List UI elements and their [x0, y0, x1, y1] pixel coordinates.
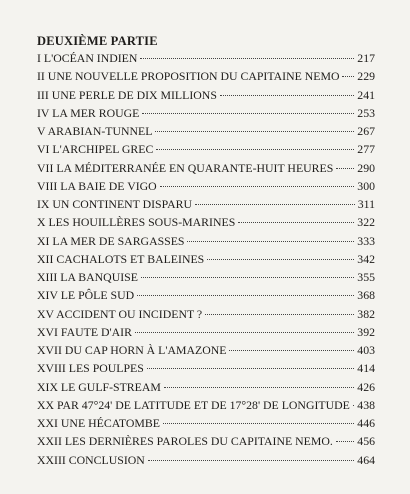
toc-entry-title: IX UN CONTINENT DISPARU [37, 197, 193, 211]
toc-dot-leader [160, 186, 355, 187]
toc-dot-leader [156, 149, 354, 150]
toc-dot-leader [163, 423, 354, 424]
toc-entry-page: 217 [357, 51, 375, 65]
toc-dot-leader [140, 58, 354, 59]
toc-dot-leader [238, 222, 354, 223]
toc-entry-title: XIII LA BANQUISE [37, 270, 138, 284]
toc-list [37, 49, 375, 469]
toc-entry-title: V ARABIAN-TUNNEL [37, 124, 153, 138]
toc-entry-page: 229 [357, 69, 375, 84]
toc-page [37, 33, 375, 469]
toc-entry [37, 451, 375, 469]
toc-entry-page: 368 [357, 288, 375, 303]
toc-entry-title: XVI FAUTE D'AIR [37, 324, 132, 339]
toc-entry-page: 446 [357, 416, 375, 430]
toc-entry-page: 403 [357, 343, 375, 357]
toc-entry [37, 378, 375, 396]
toc-entry-title: XVII DU CAP HORN À L'AMAZONE [37, 343, 227, 357]
part-title: DEUXIÈME PARTIE [37, 34, 158, 48]
toc-entry-page: 438 [357, 397, 375, 412]
toc-dot-leader [137, 295, 354, 296]
toc-entry [37, 305, 375, 323]
toc-entry [37, 177, 375, 195]
toc-dot-leader [187, 241, 354, 242]
toc-entry-page: 464 [357, 452, 375, 467]
toc-entry [37, 140, 375, 158]
toc-entry-page: 342 [357, 251, 375, 266]
toc-entry [37, 195, 375, 213]
toc-entry-title: I L'OCÉAN INDIEN [37, 51, 138, 65]
toc-entry [37, 341, 375, 359]
toc-entry-page: 267 [357, 124, 375, 138]
toc-entry-page: 311 [357, 197, 375, 211]
toc-entry-page: 333 [357, 233, 375, 248]
toc-entry-title: XVIII LES POULPES [37, 361, 144, 376]
toc-entry-title: VII LA MÉDITERRANÉE EN QUARANTE-HUIT HEURES [37, 160, 334, 175]
toc-entry [37, 213, 375, 231]
toc-dot-leader [207, 259, 354, 260]
toc-entry [37, 359, 375, 377]
toc-entry-page: 426 [357, 379, 375, 394]
toc-entry [37, 86, 375, 104]
toc-entry-title: II UNE NOUVELLE PROPOSITION DU CAPITAINE NEMO [37, 69, 340, 84]
toc-entry-title: IV LA MER ROUGE [37, 105, 140, 120]
toc-entry [37, 268, 375, 286]
toc-dot-leader [148, 460, 354, 461]
toc-entry-page: 322 [357, 215, 375, 230]
toc-dot-leader [336, 168, 354, 169]
toc-entry-title: XV ACCIDENT OU INCIDENT ? [37, 306, 203, 321]
toc-entry-title: XIX LE GULF-STREAM [37, 379, 161, 394]
toc-entry [37, 49, 375, 67]
toc-entry-page: 414 [357, 361, 375, 376]
toc-entry-title: XX PAR 47°24' DE LATITUDE ET DE 17°28' DE LONGITUDE [37, 397, 350, 412]
toc-entry-page: 277 [357, 142, 375, 157]
toc-entry-title: VI L'ARCHIPEL GREC [37, 142, 154, 157]
toc-dot-leader [336, 441, 354, 442]
toc-entry-page: 253 [357, 105, 375, 120]
toc-entry [37, 414, 375, 432]
toc-entry-title: XI LA MER DE SARGASSES [37, 233, 185, 248]
toc-entry [37, 250, 375, 268]
toc-entry-page: 290 [357, 160, 375, 175]
toc-dot-leader [164, 387, 354, 388]
toc-dot-leader [155, 131, 354, 132]
toc-entry-title: XXII LES DERNIÈRES PAROLES DU CAPITAINE NEMO. [37, 434, 333, 449]
toc-dot-leader [342, 76, 354, 77]
toc-entry-page: 241 [357, 87, 375, 102]
toc-entry-title: XXIII CONCLUSION [37, 452, 145, 467]
toc-dot-leader [220, 95, 354, 96]
toc-dot-leader [195, 204, 355, 205]
toc-entry [37, 432, 375, 450]
toc-entry-title: III UNE PERLE DE DIX MILLIONS [37, 87, 217, 102]
toc-entry-page: 382 [357, 306, 375, 321]
toc-entry [37, 286, 375, 304]
toc-dot-leader [229, 350, 354, 351]
toc-entry-title: VIII LA BAIE DE VIGO [37, 178, 157, 193]
toc-dot-leader [141, 277, 354, 278]
toc-entry-title: XIV LE PÔLE SUD [37, 288, 135, 303]
toc-entry-title: XXI UNE HÉCATOMBE [37, 416, 160, 430]
toc-entry [37, 232, 375, 250]
toc-entry [37, 122, 375, 140]
toc-dot-leader [205, 314, 354, 315]
toc-entry-page: 392 [357, 324, 375, 339]
toc-entry-title: X LES HOUILLÈRES SOUS-MARINES [37, 215, 236, 230]
toc-dot-leader [135, 332, 354, 333]
toc-entry [37, 396, 375, 414]
toc-dot-leader [353, 405, 354, 406]
toc-dot-leader [147, 368, 354, 369]
toc-dot-leader [142, 113, 354, 114]
toc-entry-page: 300 [357, 178, 375, 193]
toc-entry [37, 323, 375, 341]
toc-entry-page: 355 [357, 270, 375, 284]
toc-entry-page: 456 [357, 434, 375, 449]
toc-entry [37, 67, 375, 85]
toc-entry [37, 104, 375, 122]
toc-entry-title: XII CACHALOTS ET BALEINES [37, 251, 205, 266]
toc-entry [37, 159, 375, 177]
